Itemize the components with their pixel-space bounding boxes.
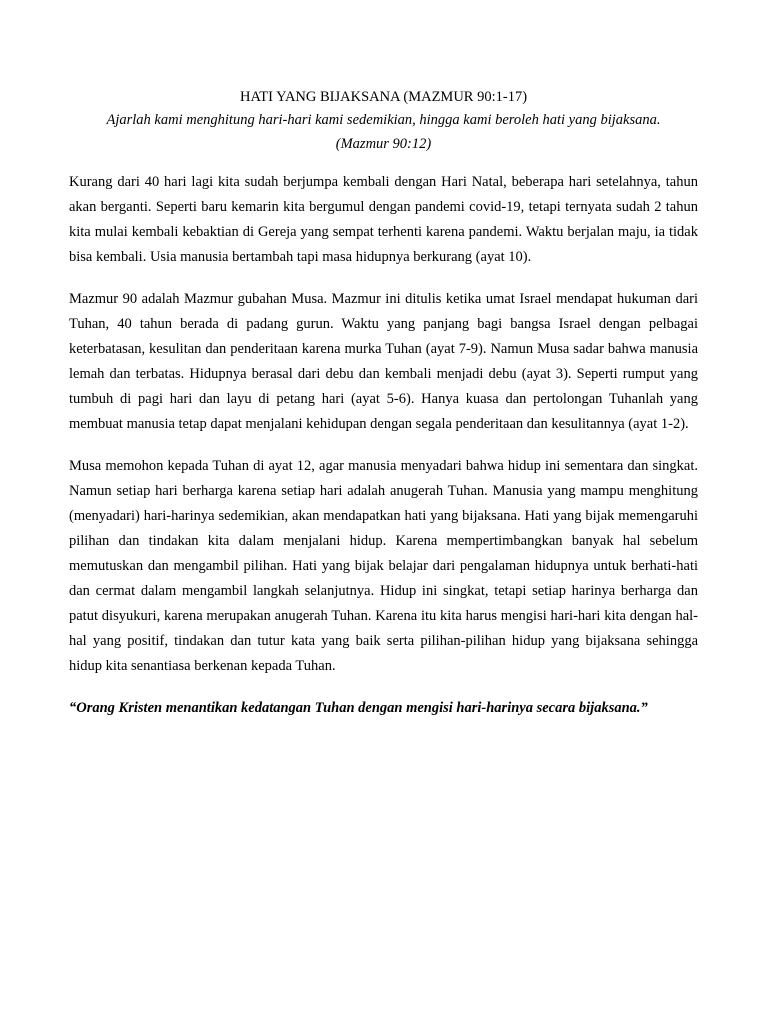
document-title: HATI YANG BIJAKSANA (MAZMUR 90:1-17) [239,89,528,105]
paragraph-wise-heart: Musa memohon kepada Tuhan di ayat 12, agar manusia menyadari bahwa hidup ini sementara dan singkat. Namun setiap hari berharga karena setiap hari adalah anugerah Tuhan. Manusia yang mampu menghitung (menyadari) hari-harinya sedemikian, akan mendapatkan hati yang bijaksana. Hati yang bijak memengaruhi pilihan dan tindakan kita dalam menjalani hidup. Karena mempertimbangkan banyak hal sebelum memutuskan dan mengambil pilihan. Hati yang bijak belajar dari pengalaman hidupnya untuk berhati-hati dan cermat dalam mengambil langkah selanjutnya. Hidup ini singkat, tetapi setiap harinya berharga dan patut disyukuri, karena merupakan anugerah Tuhan. Karena itu kita harus mengisi hari-hari kita dengan hal-hal yang positif, tindakan dan tutur kata yang baik serta pilihan-pilihan hidup yang bijaksana sehingga hidup kita senantiasa berkenan kepada Tuhan. [69,458,698,674]
paragraph-intro: Kurang dari 40 hari lagi kita sudah berjumpa kembali dengan Hari Natal, beberapa hari setelahnya, tahun akan berganti. Seperti baru kemarin kita bergumul dengan pandemi covid-19, tetapi ternyata sudah 2 tahun kita mulai kembali kebaktian di Gereja yang sempat terhenti karena pandemi. Waktu berjalan maju, ia tidak bisa kembali. Usia manusia bertambah tapi masa hidupnya berkurang (ayat 10). [69,174,698,265]
key-verse: Ajarlah kami menghitung hari-hari kami sedemikian, hingga kami beroleh hati yang bijaksana. [106,112,661,128]
paragraph-psalm-background: Mazmur 90 adalah Mazmur gubahan Musa. Mazmur ini ditulis ketika umat Israel mendapat hukuman dari Tuhan, 40 tahun berada di padang gurun. Waktu yang panjang bagi bangsa Israel dengan pelbagai keterbatasan, kesulitan dan penderitaan karena murka Tuhan (ayat 7-9). Namun Musa sadar bahwa manusia lemah dan terbatas. Hidupnya berasal dari debu dan kembali menjadi debu (ayat 3). Seperti rumput yang tumbuh di pagi hari dan layu di petang hari (ayat 5-6). Hanya kuasa dan pertolongan Tuhanlah yang membuat manusia tetap dapat menjalani kehidupan dengan segala penderitaan dan kesulitannya (ayat 1-2). [69,291,698,432]
closing-quote: “Orang Kristen menantikan kedatangan Tuhan dengan mengisi hari-harinya secara bijaksana.” [69,700,648,716]
key-verse-reference: (Mazmur 90:12) [335,136,432,152]
document-page [69,86,698,721]
